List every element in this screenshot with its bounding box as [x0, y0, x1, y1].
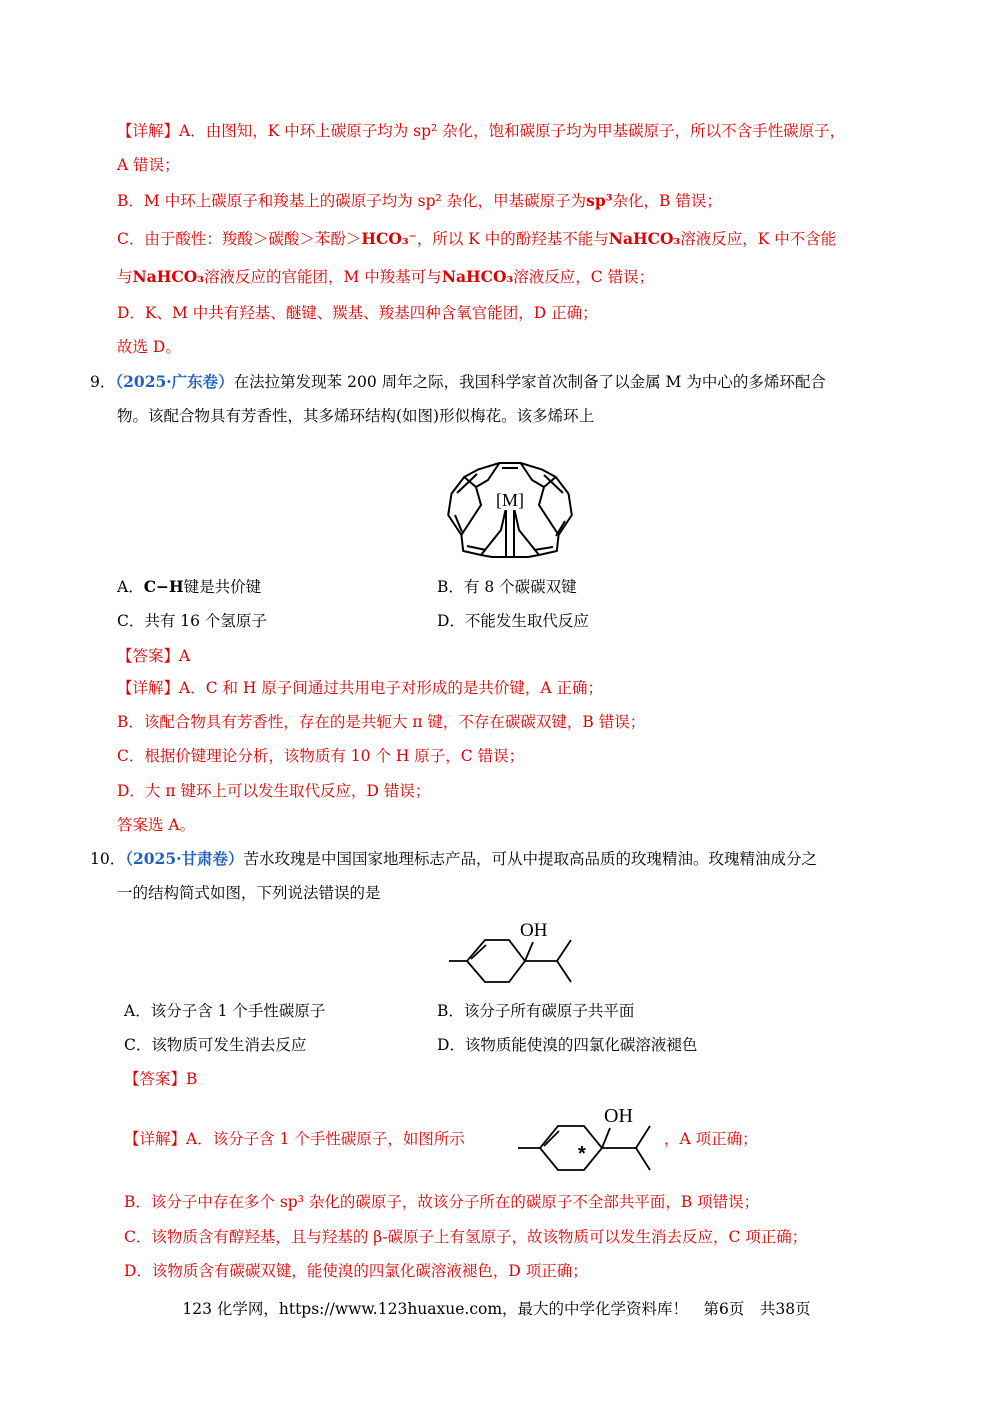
q9-answer: 【答案】A [117, 647, 191, 665]
plum-blossom-polyene-ring-structure [436, 435, 582, 565]
ch-bond-formula: C−H [143, 577, 184, 596]
q10-stem-text: 苦水玫瑰是中国国家地理标志产品，可从中提取高品质的玫瑰精油。玫瑰精油成分之 [243, 850, 818, 868]
q8-c2-post: 溶液反应，C 错误； [513, 268, 655, 286]
q8-explain-c-line2 [117, 266, 654, 288]
metal-label: [M] [496, 490, 524, 510]
question-source: （2025·甘肃卷） [125, 849, 244, 868]
q9-stem-line2: 物。该配合物具有芳香性，其多烯环结构(如图)形似梅花。该多烯环上 [117, 407, 595, 425]
q9-conclusion: 答案选 A。 [117, 816, 196, 834]
hco3-formula: HCO₃⁻ [361, 229, 417, 248]
q8-c-mid: ，所以 K 中的酚羟基不能与 [416, 230, 609, 248]
q10-explain-d: D．该物质含有碳碳双键，能使溴的四氯化碳溶液褪色，D 项正确； [124, 1262, 588, 1280]
question-source: （2025·广东卷） [115, 372, 234, 391]
q9-stem-text: 在法拉第发现苯 200 周年之际，我国科学家首次制备了以金属 M 为中心的多烯环配合 [233, 373, 826, 391]
q8-c2-pre: 与 [117, 268, 133, 286]
q9-option-d[interactable]: D．不能发生取代反应 [437, 612, 589, 630]
nahco3-formula: NaHCO₃ [132, 267, 204, 286]
q8-c2-mid: 溶液反应的官能团，M 中羧基可与 [204, 268, 442, 286]
q10-option-d[interactable]: D．该物质能使溴的四氯化碳溶液褪色 [437, 1036, 698, 1054]
hydroxyl-label: OH [520, 920, 548, 941]
q10-explain-a-post: ，A 项正确； [664, 1130, 758, 1148]
q10-stem-line2: 一的结构简式如图，下列说法错误的是 [117, 884, 381, 902]
q10-explain-a-pre: 【详解】A．该分子含 1 个手性碳原子，如图所示 [124, 1130, 465, 1148]
question-number: 10． [90, 850, 126, 868]
q8-c-post: 溶液反应，K 中不含能 [680, 230, 837, 248]
q8-explain-d: D．K、M 中共有羟基、醚键、羰基、羧基四种含氧官能团，D 正确； [117, 304, 598, 322]
page-footer: 123 化学网，https://www.123huaxue.com，最大的中学化学资料库！ 第6页 共38页 [182, 1300, 811, 1318]
q10-stem-line1 [90, 848, 817, 870]
q8-c-pre: C．由于酸性：羧酸＞碳酸＞苯酚＞ [117, 230, 362, 248]
question-number: 9． [90, 373, 116, 391]
q10-option-b[interactable]: B．该分子所有碳原子共平面 [437, 1002, 635, 1020]
q8-explain-a-line2: A 错误； [117, 156, 180, 174]
q9-stem-line1 [90, 371, 826, 393]
option-text: 键是共价键 [183, 578, 262, 596]
q8-b-pre: B．M 中环上碳原子和羧基上的碳原子均为 sp² 杂化，甲基碳原子为 [117, 192, 587, 210]
chiral-star-marker: * [578, 1143, 586, 1165]
q10-option-c[interactable]: C．该物质可发生消去反应 [124, 1036, 307, 1054]
q10-answer: 【答案】B [124, 1070, 198, 1088]
q9-option-c[interactable]: C．共有 16 个氢原子 [117, 612, 267, 630]
chiral-carbon-structure [512, 1100, 662, 1180]
q8-b-post: 杂化，B 错误； [612, 192, 722, 210]
nahco3-formula: NaHCO₃ [608, 229, 681, 248]
option-label: A． [117, 578, 144, 596]
q10-option-a[interactable]: A．该分子含 1 个手性碳原子 [124, 1002, 326, 1020]
q8-conclusion: 故选 D。 [117, 338, 181, 356]
q9-explain-d: D．大 π 键环上可以发生取代反应，D 错误； [117, 782, 431, 800]
q9-explain-c: C．根据价键理论分析，该物质有 10 个 H 原子，C 错误； [117, 747, 525, 765]
q8-b-sp3: sp³ [586, 191, 613, 210]
q8-explain-b [117, 190, 722, 212]
terpinen-4-ol-structure [445, 912, 585, 988]
q9-explain-b: B．该配合物具有芳香性，存在的是共轭大 π 键，不存在碳碳双键，B 错误； [117, 713, 646, 731]
q9-explain-a: 【详解】A．C 和 H 原子间通过共用电子对形成的是共价键，A 正确； [117, 679, 603, 697]
nahco3-formula: NaHCO₃ [441, 267, 514, 286]
q10-explain-b: B．该分子中存在多个 sp³ 杂化的碳原子，故该分子所在的碳原子不全部共平面，B 项错误； [124, 1193, 760, 1211]
q9-option-b[interactable]: B．有 8 个碳碳双键 [437, 578, 577, 596]
q8-explain-a-line1: 【详解】A．由图知，K 中环上碳原子均为 sp² 杂化，饱和碳原子均为甲基碳原子，所以不含手性碳原子， [117, 122, 846, 140]
q9-option-a[interactable] [117, 576, 261, 598]
q8-explain-c-line1 [117, 228, 836, 250]
q10-explain-c: C．该物质含有醇羟基，且与羟基的 β-碳原子上有氢原子，故该物质可以发生消去反应，C 项正确； [124, 1228, 808, 1246]
hydroxyl-label: OH [604, 1105, 633, 1127]
